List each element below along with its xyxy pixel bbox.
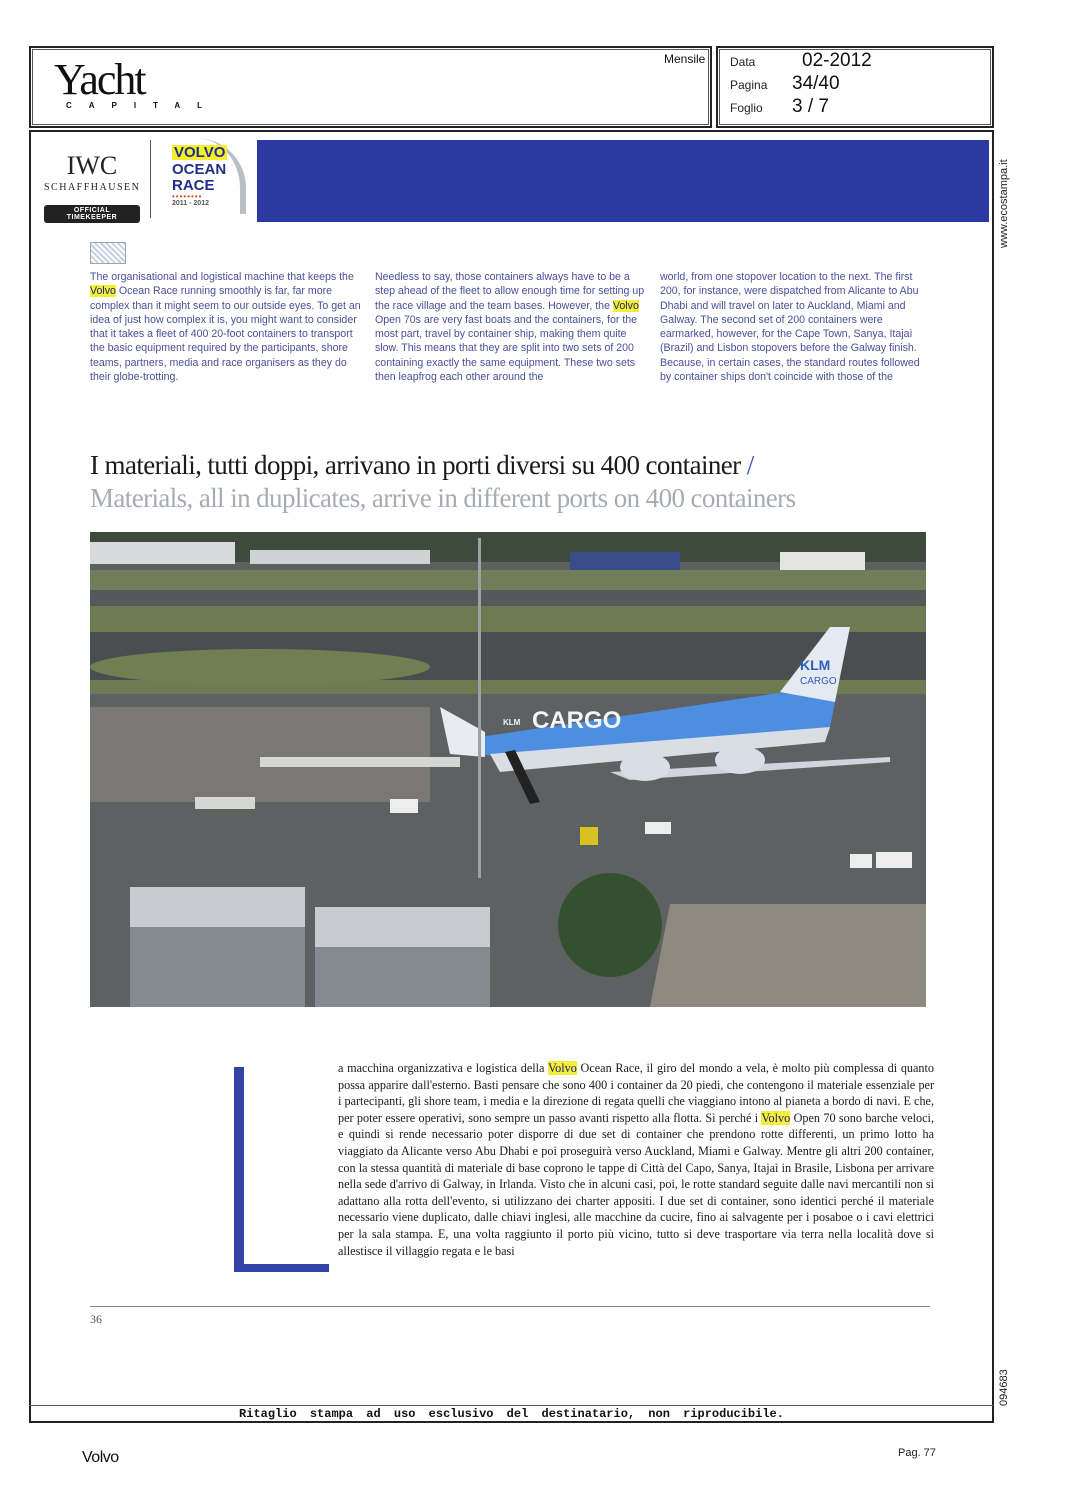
meta-date-label: Data — [730, 55, 756, 69]
headline-english: Materials, all in duplicates, arrive in different ports on 400 containers — [90, 483, 796, 513]
headline-slash: / — [740, 450, 754, 480]
reproduction-notice: Ritaglio stampa ad uso esclusivo del destinatario, non riproducibile. — [239, 1407, 784, 1421]
english-column-2 — [375, 270, 647, 384]
en-col1-text-b: Ocean Race running smoothly is far, far more complex than it might seem to our outside eyes. To get an idea of just how complex it is, you might want to consider that it takes a fleet of 400 20-foot containers to transport the basic equipment required by the participants, shore teams, partners, media and race organisers as they do their globe-trotting. — [90, 285, 361, 384]
headline-italian — [90, 450, 754, 481]
iwc-name: IWC — [66, 151, 118, 180]
airport-scene-illustration — [90, 532, 926, 1007]
client-name: Volvo — [82, 1449, 119, 1466]
meta-page-label: Pagina — [730, 78, 768, 92]
side-code — [996, 1360, 1016, 1420]
page-rule — [90, 1306, 930, 1307]
iwc-logo — [44, 152, 140, 224]
english-column-3 — [660, 270, 932, 384]
highlight-volvo: Volvo — [761, 1110, 791, 1125]
svg-text:CARGO: CARGO — [800, 676, 837, 687]
frequency-label: Mensile — [664, 52, 706, 66]
sponsor-divider — [150, 140, 151, 218]
publication-logo-subtitle: CAPITAL — [66, 101, 220, 110]
volvo-ocean-race-logo — [172, 144, 227, 207]
publication-logo-title: Yacht — [54, 55, 145, 104]
blue-header-band — [257, 140, 989, 222]
en-col1-text-a: The organisational and logistical machine that keeps the — [90, 271, 354, 283]
en-col2-text-b: Open 70s are very fast boats and the containers, for the most part, travel by container ship, making them quite slow. This means that they are split into two sets of 200 containing exactly the same equipment. These two sets then leapfrog each other around the — [375, 313, 638, 384]
vor-race: RACE — [172, 177, 215, 194]
en-col2-text-a: Needless to say, those containers always have to be a step ahead of the fleet to allow enough time for setting up the race village and the team bases. However, the — [375, 271, 645, 312]
drop-cap-l-horizontal — [234, 1264, 329, 1272]
drop-cap-l-vertical — [234, 1067, 244, 1272]
meta-page-value: 34/40 — [792, 73, 840, 94]
official-timekeeper-badge: OFFICIAL TIMEKEEPER — [44, 205, 140, 223]
meta-sheet-label: Foglio — [730, 101, 763, 115]
fuselage-cargo-text: CARGO — [532, 707, 622, 734]
vor-dots: •••••••• — [172, 192, 203, 201]
svg-text:KLM: KLM — [800, 657, 831, 673]
iwc-subtitle: SCHAFFHAUSEN — [44, 182, 141, 193]
page-reference: Pag. 77 — [898, 1447, 936, 1459]
uk-flag-icon — [90, 242, 126, 264]
svg-text:KLM: KLM — [503, 718, 521, 727]
it-text-3: Open 70 sono barche veloci, e quindi si rende necessario poter disporre di due set di container che prendono rotte differenti, un primo lotto ha viaggiato da Alicante verso Abu Dhabi e poi proseguirà verso Auckland, Miami e Galway. Mentre gli altri 200 container, con la stessa quantità di materiale di base coprono le tappe di Città del Capo, Sanya, Itajaì in Brasile, Lisbona per arrivare nella sede d'arrivo di Galway, in Irlanda. Visto che in alcuni casi, poi, le rotte standard seguite dalle navi mercantili non si adattano alla rotta dell'evento, si utilizzano dei charter appositi. I due set di container, sono identici perché il materiale necessario viene duplicato, dalle chiavi inglesi, alle macchine da cucire, fino ai salvagente per i posaboe o i cavi elettrici per la sala stampa. E, una volta raggiunto il porto più vicino, tutto si deve trasportare via terra nella località dove si allestisce il villaggio regata e le basi — [338, 1110, 934, 1258]
highlight-volvo: Volvo — [612, 299, 639, 312]
headline-italian-text: I materiali, tutti doppi, arrivano in porti diversi su 400 container — [90, 450, 741, 480]
english-column-1 — [90, 270, 362, 384]
highlight-volvo: Volvo — [90, 285, 116, 298]
meta-date-value: 02-2012 — [802, 50, 872, 71]
italian-body-text — [338, 1060, 934, 1259]
meta-sheet-value: 3 / 7 — [792, 96, 829, 117]
cargo-plane-photo — [90, 532, 926, 1007]
vor-ocean: OCEAN — [172, 161, 227, 178]
page-number: 36 — [90, 1312, 102, 1326]
it-text-1: a macchina organizzativa e logistica della — [338, 1061, 548, 1075]
side-code-text: 094683 — [998, 1369, 1010, 1406]
side-url-text: www.ecostampa.it — [998, 159, 1010, 248]
footer-divider — [29, 1405, 994, 1406]
side-url — [996, 140, 1016, 250]
it-text-2: Ocean Race, il giro del mondo a vela, è molto più complessa di quanto possa apparire dall'esterno. Basti pensare che sono 400 i container da 20 piedi, che contengono il materiale essenziale per i partecipanti, gli shore team, i media e la direzione di regata quelli che viaggiano intono al pianeta a bordo di navi. E che, per poter essere operativi, sono sempre un passo avanti rispetto alla flotta. Sì perché i — [338, 1061, 935, 1125]
en-col3-text: world, from one stopover location to the next. The first 200, for instance, were dispatched from Alicante to Abu Dhabi and will travel on later to Auckland, Miami and Galway. The second set of 200 containers were earmarked, however, for the Cape Town, Sanya, Itajaì (Brazil) and Lisbon stopovers before the Galway finish. Because, in certain cases, the standard routes followed by container ships don't coincide with those of the — [660, 271, 920, 384]
highlight-volvo: Volvo — [547, 1061, 577, 1075]
vor-years: 2011 - 2012 — [172, 200, 209, 207]
vor-volvo: VOLVO — [174, 144, 226, 161]
